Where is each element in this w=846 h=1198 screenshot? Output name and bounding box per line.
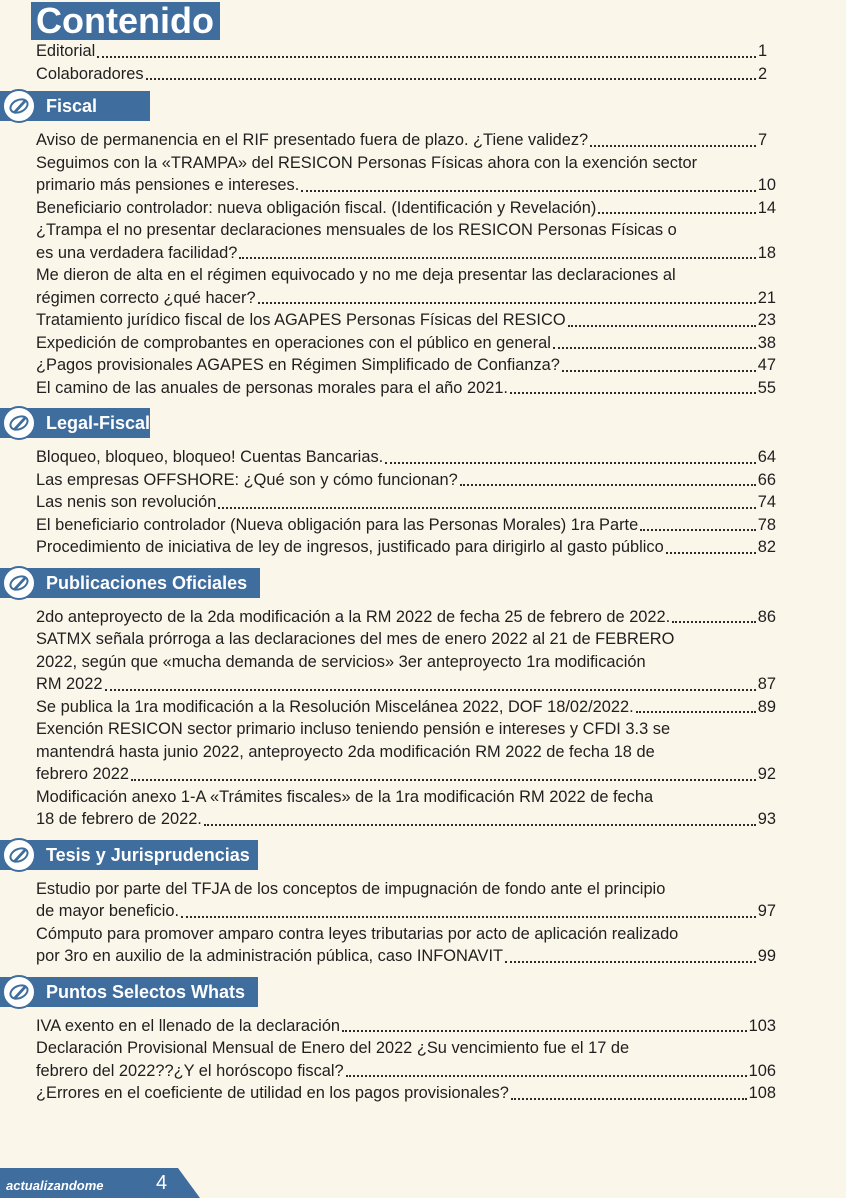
dot-leader	[258, 296, 756, 304]
toc-entry[interactable]	[36, 900, 776, 923]
entry-title: primario más pensiones e intereses.	[36, 176, 300, 194]
entry-page-number: 103	[748, 1016, 776, 1035]
entry-title: Expedición de comprobantes en operaciones con el público en general	[36, 333, 551, 352]
toc-entry[interactable]	[36, 377, 776, 400]
dot-leader	[131, 773, 756, 781]
entry-page-number: 99	[757, 947, 776, 965]
entry-title: 2do anteproyecto de la 2da modificación a la RM 2022 de fecha 25 de febrero de 2022.	[36, 607, 671, 626]
entry-page-number: 10	[757, 176, 776, 194]
section-header	[0, 840, 776, 870]
toc-entry[interactable]	[36, 63, 776, 86]
entry-title: Procedimiento de iniciativa de ley de ingresos, justificado para dirigirlo al gasto público	[36, 538, 664, 556]
dot-leader	[510, 386, 756, 394]
toc-entry[interactable]	[36, 332, 776, 355]
entry-title: El beneficiario controlador (Nueva obligación para las Personas Morales) 1ra Parte	[36, 515, 639, 534]
entry-title: Las nenis son revolución	[36, 493, 217, 511]
pen-circle-icon	[2, 838, 36, 872]
page-footer	[0, 1168, 200, 1198]
dot-leader	[568, 319, 756, 327]
entry-title-line: ¿Trampa el no presentar declaraciones mensuales de los RESICON Personas Físicas o	[36, 221, 677, 239]
toc-entry[interactable]	[36, 606, 776, 629]
toc-entry[interactable]	[36, 491, 776, 514]
toc-entry[interactable]	[36, 763, 776, 786]
dot-leader	[511, 1092, 747, 1100]
entry-title: es una verdadera facilidad?	[36, 243, 238, 262]
section-title: Publicaciones Oficiales	[46, 572, 248, 593]
entry-title-line: SATMX señala prórroga a las declaraciones del mes de enero 2022 al 21 de FEBRERO	[36, 630, 675, 648]
section-header	[0, 91, 776, 121]
pen-circle-icon	[2, 89, 36, 123]
dot-leader	[346, 1069, 747, 1077]
entry-page-number: 55	[757, 378, 776, 397]
dot-leader	[385, 456, 756, 464]
dot-leader	[239, 251, 755, 259]
entry-page-number: 93	[757, 810, 776, 828]
dot-leader	[105, 683, 756, 691]
toc-entry[interactable]	[36, 1060, 776, 1083]
section-title: Fiscal	[46, 96, 98, 116]
dot-leader	[181, 910, 756, 918]
entry-page-number: 106	[748, 1061, 776, 1080]
entry-title-line: Cómputo para promover amparo contra leyes tributarias por acto de aplicación realizado	[36, 924, 679, 943]
dot-leader	[553, 341, 756, 349]
entry-page-number: 2	[758, 64, 768, 83]
entry-title: Se publica la 1ra modificación a la Resolución Miscelánea 2022, DOF 18/02/2022.	[36, 697, 634, 716]
section-header	[0, 568, 776, 598]
entry-title: Bloqueo, bloqueo, bloqueo! Cuentas Bancarias.	[36, 448, 384, 466]
entry-title: Tratamiento jurídico fiscal de los AGAPES Personas Físicas del RESICO	[36, 311, 566, 329]
toc-entry[interactable]	[36, 446, 776, 469]
dot-leader	[146, 72, 756, 80]
entry-title-line: mantendrá hasta junio 2022, anteproyecto 2da modificación RM 2022 de fecha 18 de	[36, 742, 655, 761]
toc-entry[interactable]	[36, 309, 776, 332]
section-title: Tesis y Jurisprudencias	[46, 844, 250, 865]
section-title: Puntos Selectos Whats	[46, 981, 246, 1002]
table-of-contents	[36, 40, 776, 1108]
pen-circle-icon	[2, 406, 36, 440]
entry-page-number: 78	[757, 515, 776, 534]
toc-entry[interactable]	[36, 287, 776, 310]
toc-entry[interactable]	[36, 696, 776, 719]
entry-title: IVA exento en el llenado de la declaración	[36, 1016, 341, 1035]
entry-title-line: Me dieron de alta en el régimen equivocado y no me deja presentar las declaraciones al	[36, 266, 676, 284]
entry-page-number: 82	[757, 538, 776, 556]
entry-page-number: 7	[758, 131, 768, 149]
entry-page-number: 1	[758, 42, 768, 60]
toc-entry[interactable]	[36, 174, 776, 197]
entry-title-line: 2022, según que «mucha demanda de servicios» 3er anteproyecto 1ra modificación	[36, 652, 646, 671]
entry-title: Colaboradores	[36, 64, 144, 83]
page-title: Contenido	[31, 2, 220, 40]
section-header	[0, 977, 776, 1007]
entry-title: ¿Pagos provisionales AGAPES en Régimen Simplificado de Confianza?	[36, 356, 560, 374]
entry-title: 18 de febrero de 2022.	[36, 810, 202, 828]
entry-page-number: 97	[757, 902, 776, 920]
toc-entry[interactable]	[36, 469, 776, 492]
entry-title-line: Seguimos con la «TRAMPA» del RESICON Personas Físicas ahora con la exención sector	[36, 153, 698, 172]
entry-page-number: 21	[757, 288, 776, 307]
entry-title: de mayor beneficio.	[36, 902, 180, 920]
dot-leader	[204, 818, 756, 826]
toc-entry[interactable]	[36, 40, 776, 63]
pen-circle-icon	[2, 975, 36, 1009]
entry-page-number: 64	[757, 448, 776, 466]
dot-leader	[598, 206, 755, 214]
entry-page-number: 66	[757, 470, 776, 489]
toc-entry[interactable]	[36, 673, 776, 696]
entry-page-number: 14	[757, 198, 776, 217]
entry-page-number: 74	[757, 493, 776, 511]
entry-page-number: 89	[757, 697, 776, 716]
dot-leader	[218, 501, 755, 509]
section-header	[0, 408, 776, 438]
entry-title-line: Modificación anexo 1-A «Trámites fiscales» de la 1ra modificación RM 2022 de fecha	[36, 787, 654, 806]
entry-title: régimen correcto ¿qué hacer?	[36, 288, 256, 307]
section-title: Legal-Fiscal	[46, 413, 151, 433]
entry-page-number: 18	[757, 243, 776, 262]
dot-leader	[562, 364, 756, 372]
entry-title: Beneficiario controlador: nueva obligación fiscal. (Identificación y Revelación)	[36, 198, 597, 217]
dot-leader	[97, 50, 756, 58]
toc-entry[interactable]	[36, 1015, 776, 1038]
entry-page-number: 86	[757, 607, 776, 626]
dot-leader	[342, 1024, 747, 1032]
entry-title: ¿Errores en el coeficiente de utilidad en los pagos provisionales?	[36, 1084, 509, 1102]
entry-title: febrero del 2022??¿Y el horóscopo fiscal?	[36, 1061, 344, 1080]
dot-leader	[672, 615, 756, 623]
entry-page-number: 108	[748, 1084, 776, 1102]
dot-leader	[460, 478, 756, 486]
page-number: 4	[156, 1172, 168, 1194]
dot-leader	[505, 955, 756, 963]
entry-title: febrero 2022	[36, 765, 129, 783]
toc-entry[interactable]	[36, 197, 776, 220]
toc-entry[interactable]	[36, 129, 776, 152]
toc-entry[interactable]	[36, 514, 776, 537]
toc-entry[interactable]	[36, 808, 776, 831]
entry-title: Las empresas OFFSHORE: ¿Qué son y cómo funcionan?	[36, 470, 458, 489]
entry-title: RM 2022	[36, 675, 103, 693]
entry-page-number: 92	[757, 765, 776, 783]
entry-title-line: Exención RESICON sector primario incluso teniendo pensión e intereses y CFDI 3.3 se	[36, 720, 671, 738]
dot-leader	[640, 523, 756, 531]
pen-circle-icon	[2, 566, 36, 600]
toc-entry[interactable]	[36, 945, 776, 968]
dot-leader	[666, 546, 756, 554]
entry-title: El camino de las anuales de personas morales para el año 2021.	[36, 378, 508, 397]
toc-entry[interactable]	[36, 1082, 776, 1105]
dot-leader	[590, 139, 756, 147]
entry-page-number: 87	[757, 675, 776, 693]
entry-title-line: Estudio por parte del TFJA de los conceptos de impugnación de fondo ante el principio	[36, 879, 666, 898]
brand-logo: actualizandome	[6, 1178, 104, 1193]
entry-title: Editorial	[36, 42, 96, 60]
entry-title: por 3ro en auxilio de la administración pública, caso INFONAVIT	[36, 947, 504, 965]
toc-entry[interactable]	[36, 354, 776, 377]
toc-entry[interactable]	[36, 536, 776, 559]
entry-page-number: 38	[757, 333, 776, 352]
entry-page-number: 23	[757, 311, 776, 329]
entry-page-number: 47	[757, 356, 776, 374]
toc-entry[interactable]	[36, 242, 776, 265]
dot-leader	[636, 705, 756, 713]
entry-title-line: Declaración Provisional Mensual de Enero del 2022 ¿Su vencimiento fue el 17 de	[36, 1039, 630, 1057]
dot-leader	[301, 184, 755, 192]
entry-title: Aviso de permanencia en el RIF presentado fuera de plazo. ¿Tiene validez?	[36, 131, 589, 149]
